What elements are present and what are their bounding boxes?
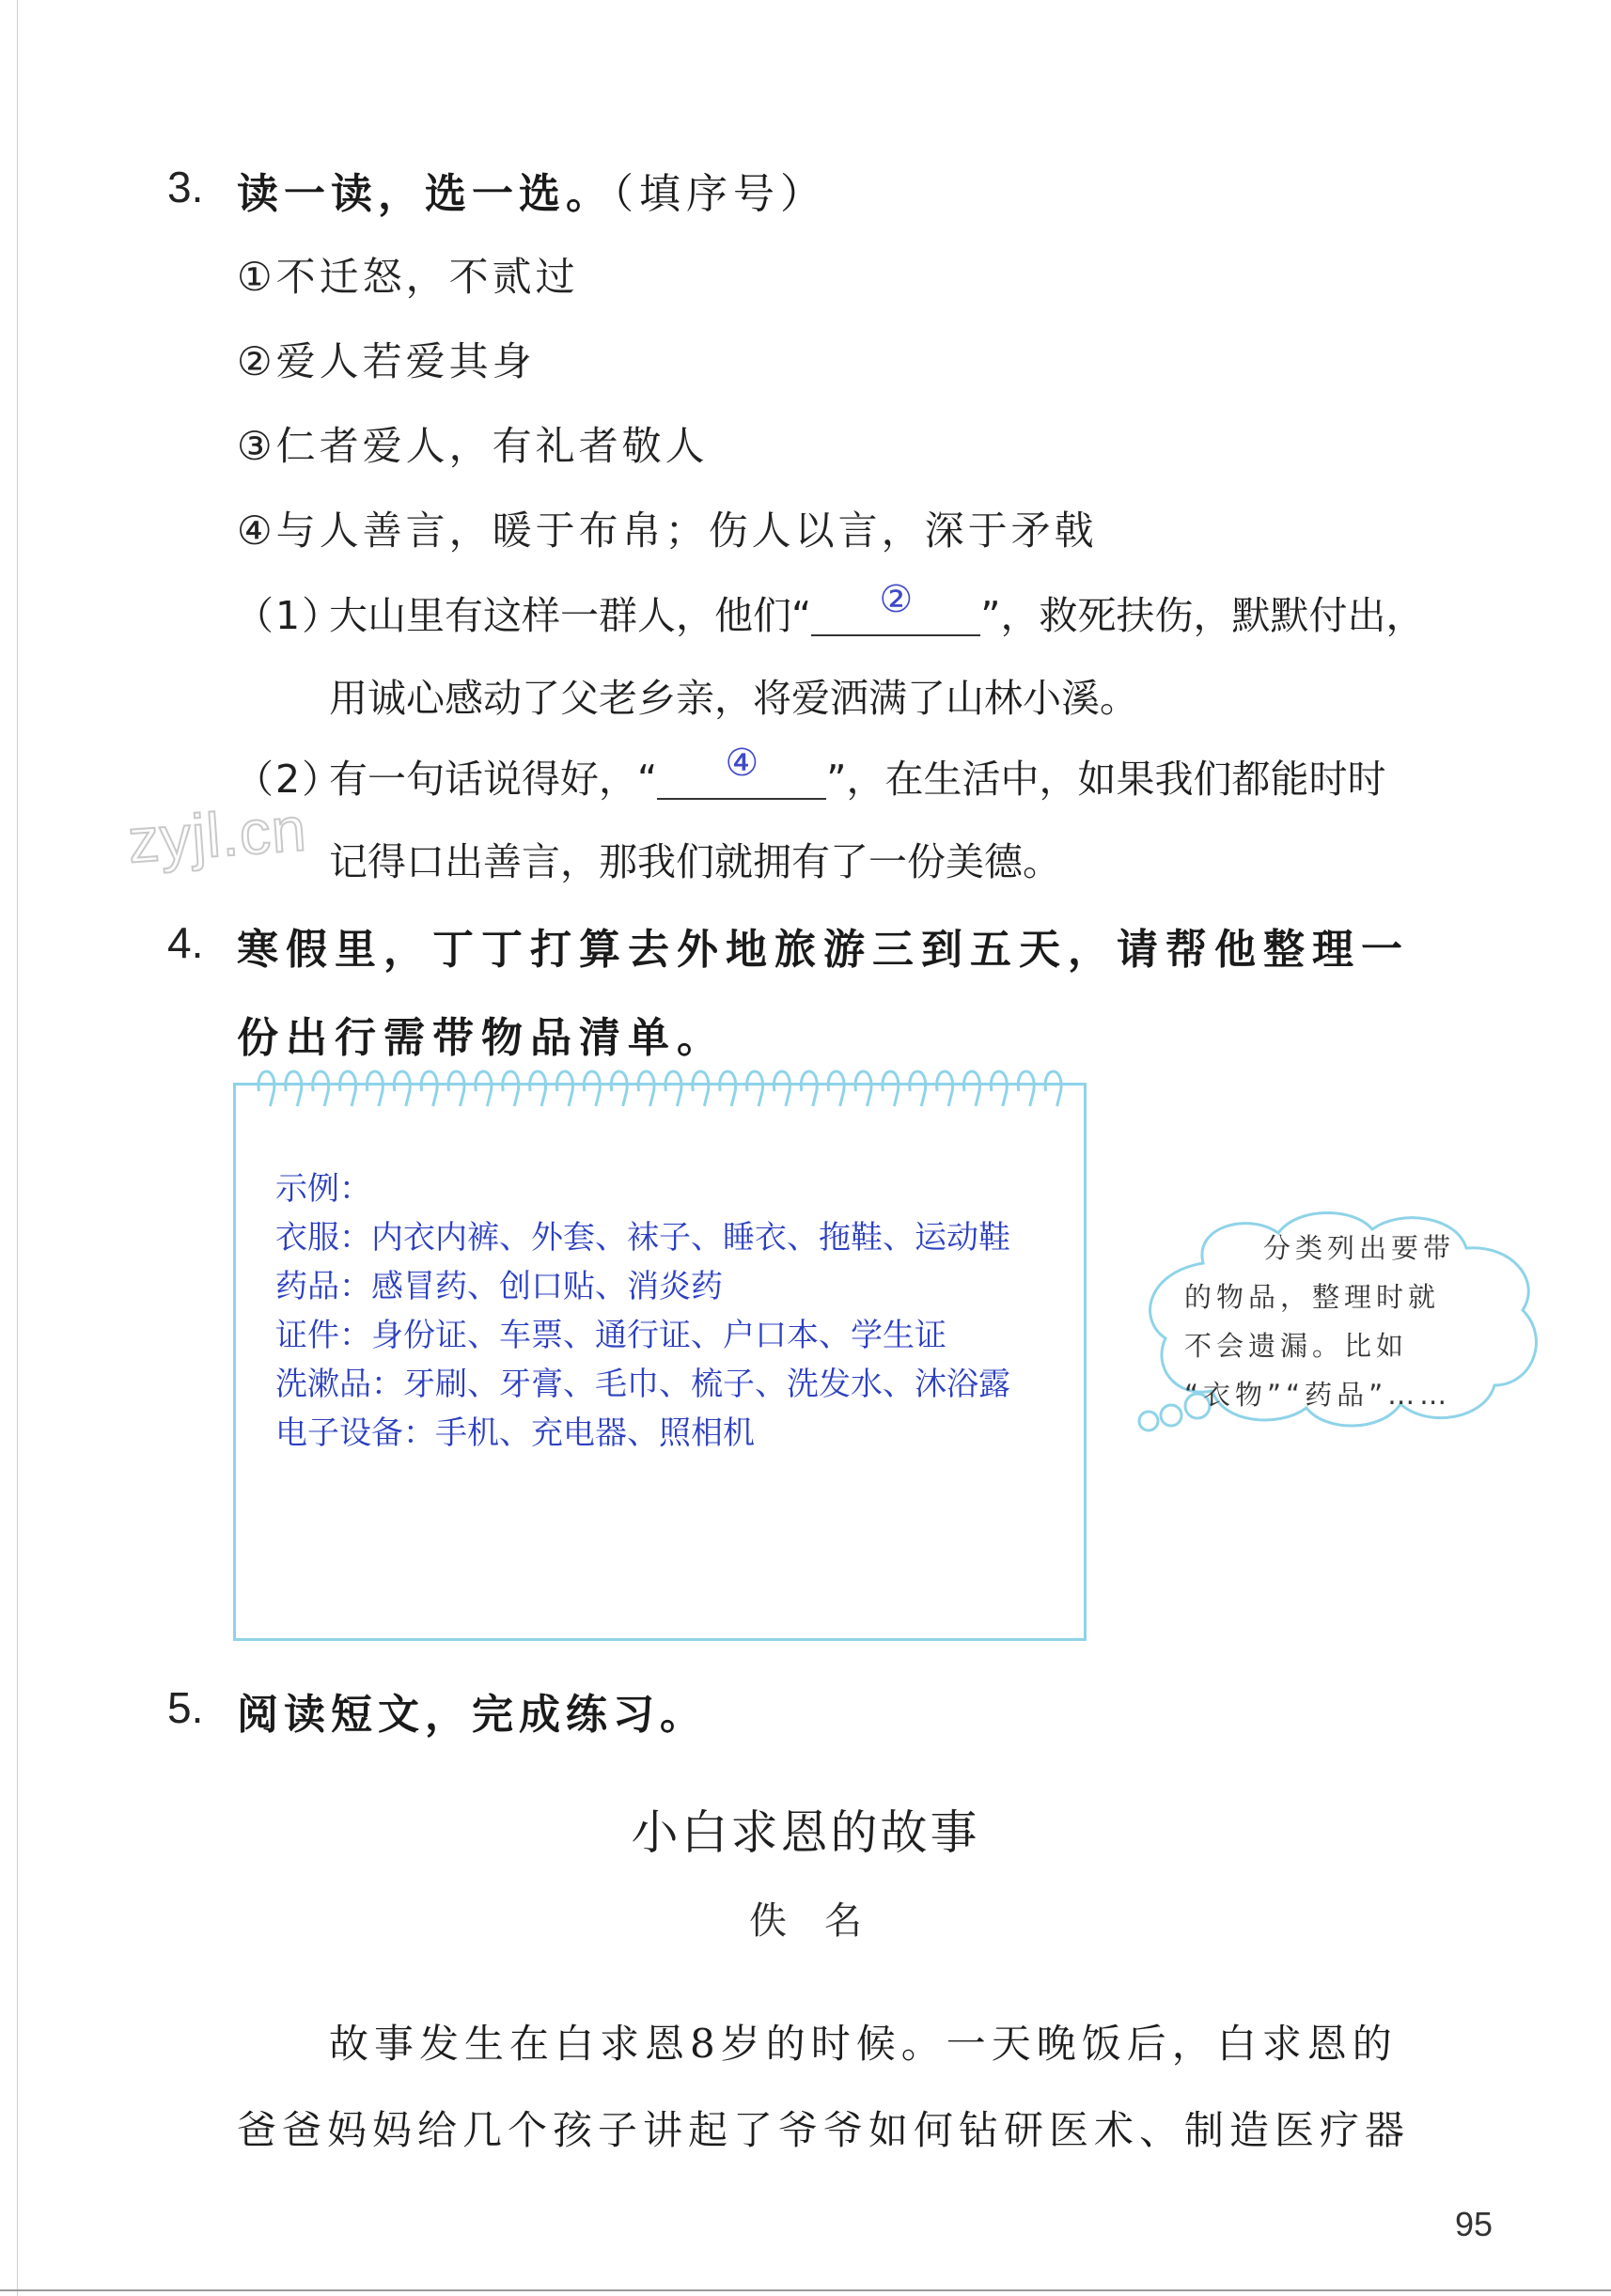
subquestion-2-number: （2）	[235, 757, 343, 802]
bubble-line-3: 不会遗漏。比如	[1184, 1330, 1409, 1362]
spiral-ring	[421, 1071, 437, 1106]
question-4-line-1: 寒假里，丁丁打算去外地旅游三到五天，请帮他整理一	[237, 926, 1410, 974]
subquestion-2	[235, 742, 1386, 804]
spiral-ring	[286, 1071, 302, 1106]
subquestion-1-text-after: ”，救死扶伤，默默付出，	[980, 593, 1425, 638]
spiral-ring	[910, 1071, 926, 1106]
spiral-ring	[340, 1071, 356, 1106]
spiral-ring	[584, 1071, 600, 1106]
subquestion-2-text-after: ”，在生活中，如果我们都能时时	[826, 757, 1386, 802]
spiral-ring	[313, 1071, 329, 1106]
option-2: ②爱人若爱其身	[237, 338, 536, 384]
spiral-ring	[801, 1071, 817, 1106]
answer-blank-2[interactable]	[657, 742, 826, 800]
question-3-title	[237, 160, 827, 220]
spiral-ring	[774, 1071, 790, 1106]
bubble-line-2: 的物品，整理时就	[1184, 1281, 1441, 1313]
thought-bubble-text	[1184, 1224, 1479, 1419]
page-bottom-rule	[0, 2289, 1611, 2291]
question-4-line-2: 份出行需带物品清单。	[237, 1014, 726, 1062]
option-4: ④与人善言，暖于布帛；伤人以言，深于矛戟	[237, 508, 1098, 554]
subquestion-1-text-before: 大山里有这样一群人，他们“	[329, 593, 812, 638]
spiral-ring	[1045, 1071, 1061, 1106]
subquestion-1-line2: 用诚心感动了父老乡亲，将爱洒满了山林小溪。	[329, 676, 1138, 721]
spiral-ring	[665, 1071, 681, 1106]
question-3-number: 3.	[167, 163, 204, 211]
spiral-ring	[258, 1071, 274, 1106]
story-author: 佚名	[749, 1899, 899, 1943]
spiral-ring	[557, 1071, 573, 1106]
subquestion-2-text-before: 有一句话说得好，“	[329, 757, 658, 802]
spiral-ring	[937, 1071, 953, 1106]
subquestion-1	[235, 578, 1425, 640]
answer-blank-1[interactable]	[811, 578, 980, 636]
spiral-ring	[394, 1071, 410, 1106]
subquestion-1-number: （1）	[235, 593, 343, 638]
spiral-ring	[828, 1071, 844, 1106]
spiral-ring	[693, 1071, 709, 1106]
subquestion-2-line2: 记得口出善言，那我们就拥有了一份美德。	[329, 839, 1061, 884]
spiral-ring	[720, 1071, 736, 1106]
spiral-ring	[367, 1071, 383, 1106]
spiral-binding-icon	[253, 1059, 1067, 1116]
story-paragraph-line-2: 爸爸妈妈给几个孩子讲起了爷爷如何钻研医术、制造医疗器	[237, 2107, 1411, 2153]
spiral-ring	[747, 1071, 763, 1106]
spiral-ring	[883, 1071, 899, 1106]
spiral-ring	[530, 1071, 546, 1106]
question-3-title-text: 读一读，选一选。	[237, 170, 613, 218]
notepad-line-example: 示例：	[275, 1170, 371, 1208]
question-5-number: 5.	[167, 1683, 204, 1732]
notepad-line-electronics: 电子设备：手机、充电器、照相机	[275, 1414, 755, 1452]
spiral-ring	[448, 1071, 464, 1106]
notepad-line-documents: 证件：身份证、车票、通行证、户口本、学生证	[275, 1317, 946, 1354]
notepad-line-clothes: 衣服：内衣内裤、外套、袜子、睡衣、拖鞋、运动鞋	[275, 1219, 1010, 1257]
answer-2-handwritten: ④	[725, 742, 759, 785]
question-3-note: （填序号）	[613, 170, 827, 218]
notepad-content	[275, 1164, 1010, 1458]
story-paragraph-line-1: 故事发生在白求恩8岁的时候。一天晚饭后，白求恩的	[329, 2021, 1398, 2067]
spiral-ring	[1018, 1071, 1034, 1106]
notepad-answer-box	[233, 1083, 1087, 1641]
answer-1-handwritten: ②	[879, 578, 914, 621]
question-5-title: 阅读短文，完成练习。	[237, 1691, 707, 1739]
spiral-ring	[611, 1071, 627, 1106]
spiral-ring	[991, 1071, 1007, 1106]
option-1: ①不迁怒，不贰过	[237, 254, 579, 300]
story-title: 小白求恩的故事	[631, 1805, 980, 1860]
notepad-line-toiletries: 洗漱品：牙刷、牙膏、毛巾、梳子、洗发水、沐浴露	[275, 1366, 1010, 1403]
spiral-ring	[638, 1071, 654, 1106]
page-edge	[17, 0, 18, 2296]
spiral-ring	[964, 1071, 980, 1106]
option-3: ③仁者爱人，有礼者敬人	[237, 423, 709, 469]
question-4-number: 4.	[167, 918, 204, 967]
spiral-ring	[476, 1071, 492, 1106]
notepad-line-medicine: 药品：感冒药、创口贴、消炎药	[275, 1268, 723, 1305]
bubble-line-1: 分类列出要带	[1263, 1232, 1456, 1264]
page-number: 95	[1455, 2205, 1494, 2243]
bubble-line-4: “衣物”“药品”……	[1184, 1379, 1452, 1411]
spiral-ring	[503, 1071, 519, 1106]
watermark: zyjl.cn	[125, 793, 309, 876]
spiral-ring	[855, 1071, 871, 1106]
